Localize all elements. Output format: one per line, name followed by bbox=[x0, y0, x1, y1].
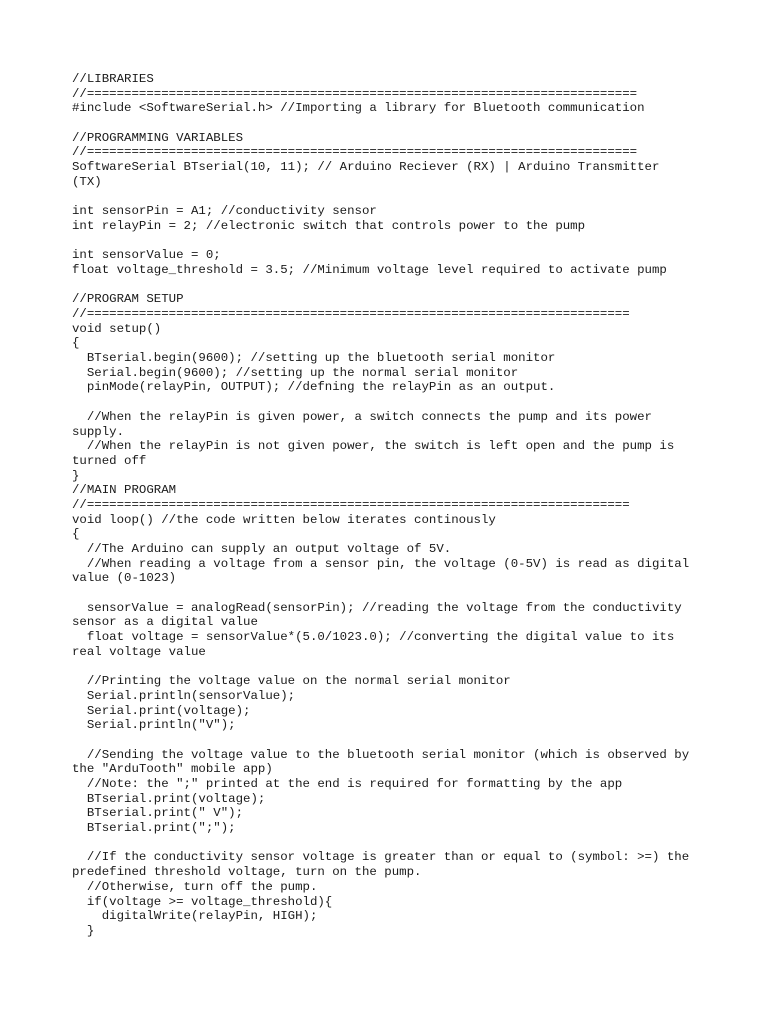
code-line: void setup() bbox=[72, 321, 162, 336]
code-line: //========================================================================== bbox=[72, 86, 638, 101]
code-line: int sensorValue = 0; bbox=[72, 248, 221, 263]
code-line: //Sending the voltage value to the bluetooth serial monitor (which is observed by bbox=[72, 747, 690, 762]
code-line: float voltage_threshold = 3.5; //Minimum voltage level required to activate pump bbox=[72, 262, 667, 277]
code-line: int sensorPin = A1; //conductivity sensor bbox=[72, 204, 377, 219]
code-line: void loop() //the code written below iterates continously bbox=[72, 512, 496, 527]
code-line: real voltage value bbox=[72, 644, 206, 659]
code-line: pinMode(relayPin, OUTPUT); //defning the relayPin as an output. bbox=[72, 380, 556, 395]
code-line: sensorValue = analogRead(sensorPin); //reading the voltage from the conductivity bbox=[72, 600, 682, 615]
code-line: digitalWrite(relayPin, HIGH); bbox=[72, 909, 318, 924]
code-line bbox=[72, 836, 732, 851]
code-line: //When the relayPin is given power, a switch connects the pump and its power bbox=[72, 409, 652, 424]
code-line: } bbox=[72, 468, 80, 483]
code-line bbox=[72, 660, 732, 675]
code-line bbox=[72, 395, 732, 410]
code-line: (TX) bbox=[72, 174, 102, 189]
code-line bbox=[72, 278, 732, 293]
code-line: //When reading a voltage from a sensor pin, the voltage (0-5V) is read as digital bbox=[72, 556, 690, 571]
code-line: //Otherwise, turn off the pump. bbox=[72, 879, 318, 894]
code-line: #include <SoftwareSerial.h> //Importing a library for Bluetooth communication bbox=[72, 101, 645, 116]
code-line: Serial.print(voltage); bbox=[72, 703, 251, 718]
code-line: supply. bbox=[72, 424, 125, 439]
code-line: Serial.println("V"); bbox=[72, 718, 236, 733]
code-line: //When the relayPin is not given power, the switch is left open and the pump is bbox=[72, 439, 675, 454]
code-line: //========================================================================== bbox=[72, 145, 638, 160]
code-line: Serial.begin(9600); //setting up the normal serial monitor bbox=[72, 365, 519, 380]
code-line: { bbox=[72, 336, 80, 351]
code-line: } bbox=[72, 923, 95, 938]
code-line: //LIBRARIES bbox=[72, 72, 154, 86]
code-line: BTserial.print(" V"); bbox=[72, 806, 244, 821]
code-line: //Printing the voltage value on the normal serial monitor bbox=[72, 674, 511, 689]
code-line: turned off bbox=[72, 453, 147, 468]
code-line: the "ArduTooth" mobile app) bbox=[72, 762, 273, 777]
code-line: //PROGRAMMING VARIABLES bbox=[72, 130, 244, 145]
code-line: if(voltage >= voltage_threshold){ bbox=[72, 894, 333, 909]
code-line bbox=[72, 234, 732, 249]
code-line bbox=[72, 116, 732, 131]
code-line: BTserial.print(";"); bbox=[72, 821, 236, 836]
code-line: int relayPin = 2; //electronic switch that controls power to the pump bbox=[72, 218, 586, 233]
code-line: { bbox=[72, 527, 80, 542]
code-line: predefined threshold voltage, turn on the pump. bbox=[72, 865, 422, 880]
code-line: //========================================================================= bbox=[72, 497, 630, 512]
code-line: //The Arduino can supply an output voltage of 5V. bbox=[72, 542, 452, 556]
code-line: float voltage = sensorValue*(5.0/1023.0); //converting the digital value to its bbox=[72, 630, 675, 645]
code-line bbox=[72, 733, 732, 748]
code-line: value (0-1023) bbox=[72, 571, 177, 586]
code-line: //========================================================================= bbox=[72, 307, 630, 321]
code-line bbox=[72, 190, 732, 205]
code-line: Serial.println(sensorValue); bbox=[72, 688, 296, 703]
code-line: //PROGRAM SETUP bbox=[72, 292, 184, 307]
code-line: sensor as a digital value bbox=[72, 615, 258, 630]
code-line bbox=[72, 586, 732, 601]
code-line: BTserial.print(voltage); bbox=[72, 791, 266, 806]
code-line: SoftwareSerial BTserial(10, 11); // Arduino Reciever (RX) | Arduino Transmitter bbox=[72, 160, 660, 175]
code-line: //If the conductivity sensor voltage is greater than or equal to (symbol: >=) the bbox=[72, 850, 690, 865]
code-line: //Note: the ";" printed at the end is required for formatting by the app bbox=[72, 777, 623, 791]
code-line: //MAIN PROGRAM bbox=[72, 483, 177, 498]
code-listing bbox=[72, 72, 732, 939]
code-line: BTserial.begin(9600); //setting up the bluetooth serial monitor bbox=[72, 351, 556, 366]
